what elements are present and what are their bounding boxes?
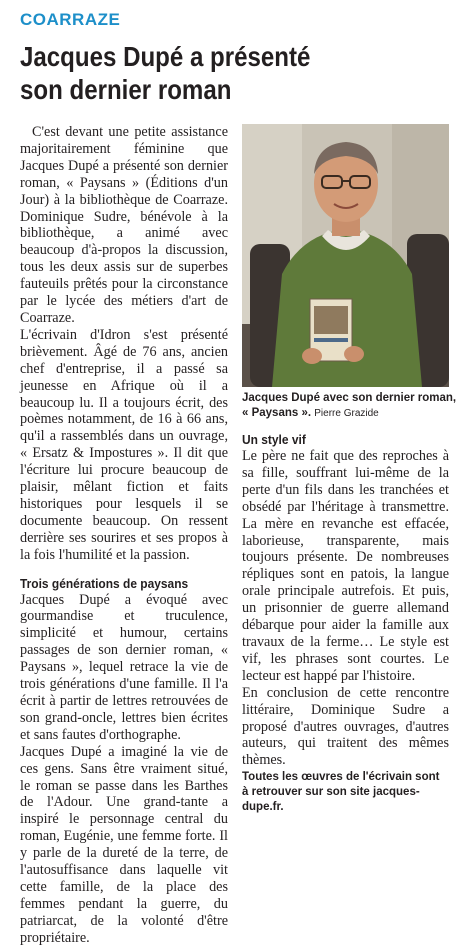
style-paragraph-2: En conclusion de cette rencontre littéraire, Dominique Sudre a proposé d'autres ouvrages, d'autres auteurs, qui traitent des mêmes thèmes. — [242, 684, 449, 769]
subhead-generations: Trois générations de paysans — [20, 575, 189, 591]
website-note: Toutes les œuvres de l'écrivain sont à retrouver sur son site jacques-dupe.fr. — [242, 771, 440, 814]
style-paragraph-1: Le père ne fait que des reproches à sa fille, souffrant lui-même de la perte d'un fils dans les tranchées et obsédé par l'héritage à transmettre. La mère en revanche est effacée, laborieuse, transparente, mais toujours présente. De nombreuses répliques sont en patois, la langue orale principale autrefois. Et puis, un prisonnier de guerre allemand débarque pour aider la famille aux travaux de la ferme… Le style est vif, les phrases sont courtes. Le lecteur est happé par l'histoire. — [242, 448, 449, 684]
intro-paragraph-2: L'écrivain d'Idron s'est présenté brièvement. Âgé de 76 ans, ancien chef d'entreprise, il a passé sa jeunesse en Afrique où il a beaucoup lu. Il a toujours écrit, des poèmes notamment, de 16 à 66 ans, qu'il a rassemblés dans un ouvrage, « Ersatz & Impostures ». Il dit que l'écriture lui procure beaucoup de plaisir, mêlant fiction et faits historiques pour lesquels il se documente beaucoup. On ressent derrière ses sourires et ses propos à la fois l'humilité et la passion. — [20, 326, 228, 563]
author-photo — [242, 124, 449, 387]
article-column-right — [242, 432, 449, 815]
subhead-style: Un style vif — [242, 432, 306, 447]
author-photo-illustration — [242, 124, 449, 387]
photo-credit: Pierre Grazide — [314, 408, 379, 419]
headline — [20, 40, 450, 106]
headline-line-2: son dernier roman — [20, 74, 232, 105]
headline-line-1: Jacques Dupé a présenté — [20, 41, 311, 72]
article-column-left — [20, 124, 228, 947]
caption-text: Jacques Dupé avec son dernier roman, « Paysans ». — [242, 392, 457, 419]
generations-paragraph-1: Jacques Dupé a évoqué avec gourmandise et truculence, simplicité et humour, certains passages de son dernier roman, « Paysans », lequel retrace la vie de trois générations d'une famille. Il l'a écrit à partir de lettres retrouvées de son grand-oncle, lettres bien écrites et sans fautes d'orthographe. — [20, 591, 228, 743]
generations-paragraph-2: Jacques Dupé a imaginé la vie de ces gens. Sans être vraiment situé, le roman se passe dans les Barthes de l'Adour. Une grand-tante a inspiré le personnage central du roman, Eugénie, une femme forte. Il y parle de la dureté de la terre, de l'autosuffisance dans laquelle vit cette famille, de la place des femmes pendant la guerre, du patriarcat, de la volonté d'être propriétaire. — [20, 743, 228, 946]
section-kicker: COARRAZE — [20, 10, 121, 29]
intro-paragraph-1: C'est devant une petite assistance majoritairement féminine que Jacques Dupé a présenté son dernier roman, « Paysans » (Éditions d'un Jour) à la bibliothèque de Coarraze. Dominique Sudre, bénévole à la bibliothèque, a animé avec beaucoup d'à-propos la discussion, tous les deux assis sur de superbes fauteuils prêtés pour la circonstance par le lycée des métiers d'art de Coarraze. — [20, 124, 228, 326]
photo-caption — [242, 391, 457, 421]
